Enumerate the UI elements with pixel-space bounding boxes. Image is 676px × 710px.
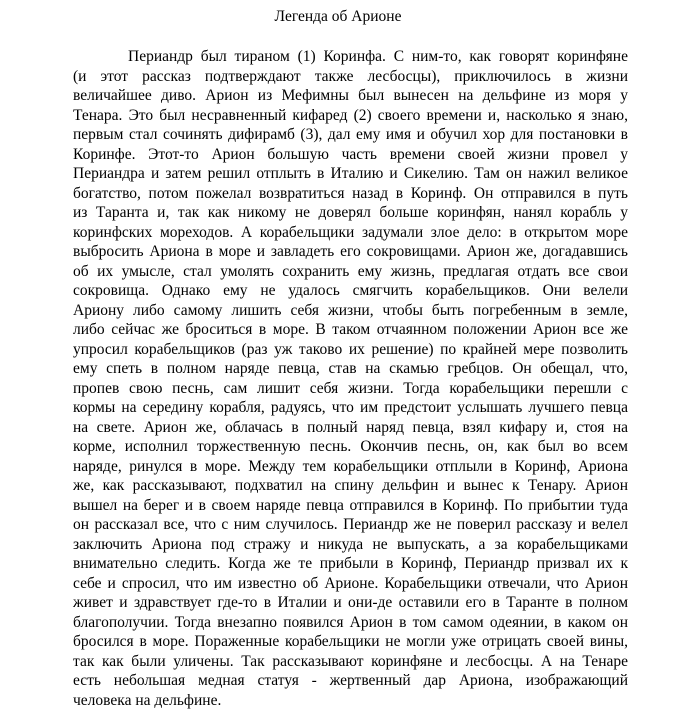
text-line: себе и спросил, что им известно об Арионе. Корабельщики отвечали, что Арион xyxy=(73,574,628,594)
text-line: коринфских мореходов. А корабельщики задумали злое дело: в открытом море xyxy=(73,223,628,243)
text-line: Периандра и затем решил отплыть в Италию и Сикелию. Там он нажил великое xyxy=(73,164,628,184)
text-line: внимательно следить. Когда же те прибыли в Коринф, Периандр призвал их к xyxy=(73,554,628,574)
text-line: же, как рассказывают, подхватил на спину дельфин и вынес к Тенару. Арион xyxy=(73,476,628,496)
text-line: Коринфе. Этот-то Арион большую часть времени своей жизни провел у xyxy=(73,145,628,165)
text-line: наряде, ринулся в море. Между тем корабельщики отплыли в Коринф, Ариона xyxy=(73,457,628,477)
text-line: Тенара. Это был несравненный кифаред (2) своего времени и, насколько я знаю, xyxy=(73,106,628,126)
text-line: Ариону либо самому лишить себя жизни, чтобы быть погребенным в земле, xyxy=(73,301,628,321)
text-line: величайшее диво. Арион из Мефимны был вынесен на дельфине из моря у xyxy=(73,86,628,106)
text-line: выбросить Ариона в море и завладеть его сокровищами. Арион же, догадавшись xyxy=(73,242,628,262)
text-line: бросился в море. Пораженные корабельщики не могли уже отрицать своей вины, xyxy=(73,632,628,652)
text-line: об их умысле, стал умолять сохранить ему жизнь, предлагая отдать все свои xyxy=(73,262,628,282)
text-line: сокровища. Однако ему не удалось смягчить корабельщиков. Они велели xyxy=(73,281,628,301)
text-line: из Таранта и, так как никому не доверял больше коринфян, нанял корабль у xyxy=(73,203,628,223)
text-line: живет и здравствует где-то в Италии и они-де оставили его в Таранте в полном xyxy=(73,593,628,613)
text-line: кормы на середину корабля, радуясь, что им предстоит услышать лучшего певца xyxy=(73,398,628,418)
text-line: на свете. Арион же, облачась в полный наряд певца, взял кифару и, стоя на xyxy=(73,418,628,438)
text-line: пропев свою песнь, сам лишит себя жизни. Тогда корабельщики перешли с xyxy=(73,379,628,399)
text-line: человека на дельфине. xyxy=(73,691,628,710)
document-title: Легенда об Арионе xyxy=(0,7,676,27)
text-line: корме, исполнил торжественную песнь. Окончив песнь, он, как был во всем xyxy=(73,437,628,457)
text-line: богатство, потом пожелал возвратиться назад в Коринф. Он отправился в путь xyxy=(73,184,628,204)
text-line: первым стал сочинять дифирамб (3), дал ему имя и обучил хор для постановки в xyxy=(73,125,628,145)
text-line: есть небольшая медная статуя - жертвенный дар Ариона, изображающий xyxy=(73,671,628,691)
text-line: заключить Ариона под стражу и никуда не выпускать, а за корабельщиками xyxy=(73,535,628,555)
text-line: так как были уличены. Так рассказывают коринфяне и лесбосцы. А на Тенаре xyxy=(73,652,628,672)
text-line: либо сейчас же броситься в море. В таком отчаянном положении Арион все же xyxy=(73,320,628,340)
text-line: Периандр был тираном (1) Коринфа. С ним-то, как говорят коринфяне xyxy=(73,47,628,67)
text-line: вышел на берег и в своем наряде певца отправился в Коринф. По прибытии туда xyxy=(73,496,628,516)
document-body xyxy=(73,47,628,710)
text-line: упросил корабельщиков (раз уж таково их решение) по крайней мере позволить xyxy=(73,340,628,360)
text-line: (и этот рассказ подтверждают также лесбосцы), приключилось в жизни xyxy=(73,67,628,87)
text-line: ему спеть в полном наряде певца, став на скамью гребцов. Он обещал, что, xyxy=(73,359,628,379)
text-line: благополучии. Тогда внезапно появился Арион в том самом одеянии, в каком он xyxy=(73,613,628,633)
text-line: он рассказал все, что с ним случилось. Периандр же не поверил рассказу и велел xyxy=(73,515,628,535)
